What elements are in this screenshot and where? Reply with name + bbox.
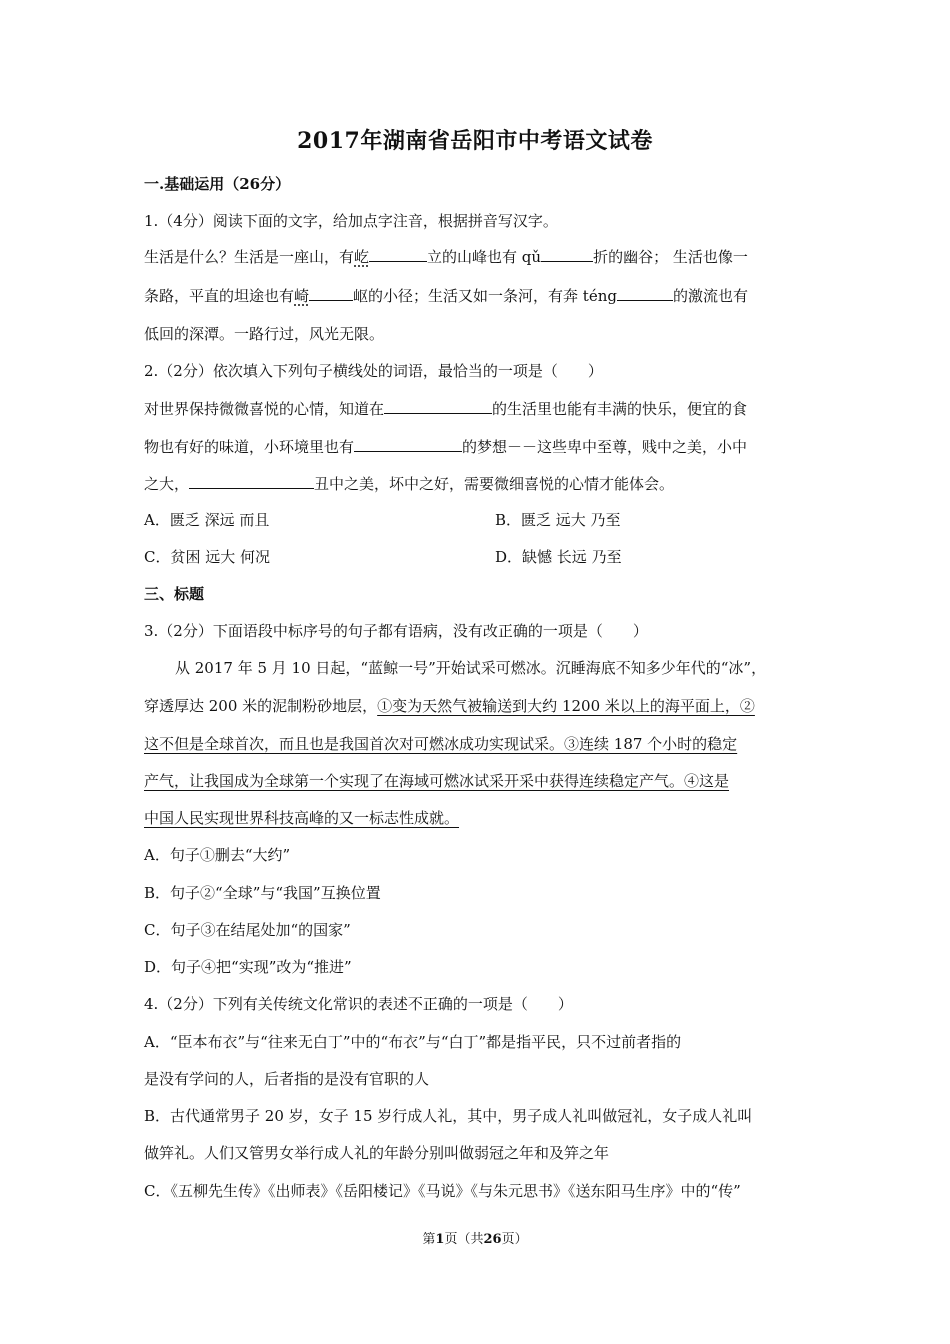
question-4-option-c-line-1[interactable]: C．《五柳先生传》《出师表》《岳阳楼记》《马说》《与朱元思书》《送东阳马生序》中的“传” [144,1182,741,1200]
question-2-option-b[interactable]: B．匮乏 远大 乃至 [495,511,621,529]
answer-blank[interactable] [541,245,593,262]
question-2-line-3: 之大， 丑中之美，坏中之好，需要微细喜悦的心情才能体会。 [144,472,674,495]
question-3-passage-line-3: 这不但是全球首次，而且也是我国首次对可燃冰成功实现试采。③连续 187 个小时的稳定 [144,735,738,753]
question-3-passage-line-2: 穿透厚达 200 米的泥制粉砂地层，①变为天然气被输送到大约 1200 米以上的海平面上，② [144,697,755,715]
question-3-option-b[interactable]: B．句子②“全球”与“我国”互换位置 [144,884,381,902]
answer-blank[interactable] [189,472,314,489]
question-2-line-1: 对世界保持微微喜悦的心情，知道在 的生活里也能有丰满的快乐，便宜的食 [144,397,747,420]
question-3-stem: 3.（2分）下面语段中标序号的句子都有语病，没有改正确的一项是（ ） [144,622,648,640]
answer-blank[interactable] [384,397,492,414]
question-1-line-1: 生活是什么？生活是一座山，有屹 立的山峰也有 qǔ 折的幽谷； 生活也像一 [144,245,748,268]
question-4-stem: 4.（2分）下列有关传统文化常识的表述不正确的一项是（ ） [144,995,573,1013]
question-1-stem: 1.（4分）阅读下面的文字，给加点字注音，根据拼音写汉字。 [144,212,558,230]
question-3-option-c[interactable]: C．句子③在结尾处加“的国家” [144,921,351,939]
answer-blank[interactable] [309,284,353,301]
question-2-option-c[interactable]: C．贫困 远大 何况 [144,548,271,566]
question-4-option-b-line-1[interactable]: B．古代通常男子 20 岁，女子 15 岁行成人礼，其中，男子成人礼叫做冠礼，女子成人礼叫 [144,1107,753,1125]
question-3-passage-line-5: 中国人民实现世界科技高峰的又一标志性成就。 [144,809,460,827]
question-1-line-3: 低回的深潭。一路行过，风光无限。 [144,325,385,343]
question-3-passage-line-1: 从 2017 年 5 月 10 日起，“蓝鲸一号”开始试采可燃冰。沉睡海底不知多少年代的“冰”， [175,659,767,677]
answer-blank[interactable] [354,435,462,452]
question-1-line-2: 条路，平直的坦途也有崎 岖的小径；生活又如一条河，有奔 téng 的激流也有 [144,284,748,307]
dotted-character: 崎 [294,287,310,305]
answer-blank[interactable] [369,245,427,262]
answer-blank[interactable] [617,284,673,301]
page-footer: 第1页（共26页） [422,1232,528,1247]
question-3-option-a[interactable]: A．句子①删去“大约” [144,846,291,864]
question-2-option-a[interactable]: A．匮乏 深远 而且 [144,511,270,529]
question-2-option-d[interactable]: D．缺憾 长远 乃至 [495,548,622,566]
question-3-passage-line-4: 产气，让我国成为全球第一个实现了在海域可燃冰试采开采中获得连续稳定产气。④这是 [144,772,730,790]
page-title: 2017年湖南省岳阳市中考语文试卷 [297,128,653,154]
section-heading-title: 三、标题 [144,585,205,603]
question-2-line-2: 物也有好的味道，小环境里也有 的梦想－－这些卑中至尊，贱中之美，小中 [144,435,747,458]
question-3-option-d[interactable]: D．句子④把“实现”改为“推进” [144,958,352,976]
question-4-option-b-line-2[interactable]: 做笄礼。人们又管男女举行成人礼的年龄分别叫做弱冠之年和及笄之年 [144,1144,610,1162]
section-heading-basics: 一.基础运用（26分） [144,175,291,193]
question-4-option-a-line-2[interactable]: 是没有学问的人，后者指的是没有官职的人 [144,1070,430,1088]
question-2-stem: 2.（2分）依次填入下列句子横线处的词语，最恰当的一项是（ ） [144,362,603,380]
current-page-number: 1 [435,1232,445,1247]
total-page-count: 26 [483,1232,502,1247]
question-4-option-a-line-1[interactable]: A．“臣本布衣”与“往来无白丁”中的“布衣”与“白丁”都是指平民，只不过前者指的 [144,1033,682,1051]
dotted-character: 屹 [354,248,370,266]
